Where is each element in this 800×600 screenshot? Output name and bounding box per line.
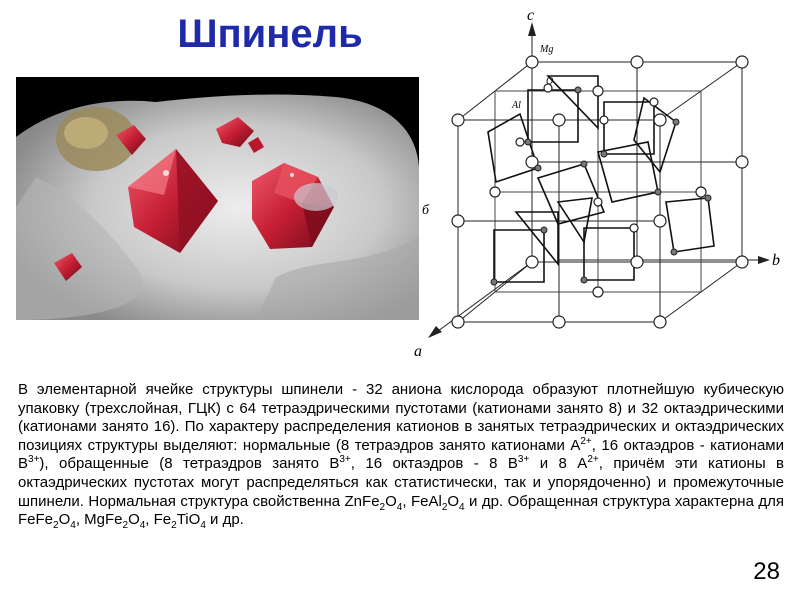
c-axis-label: c [527,7,535,24]
a-axis-arrow [428,326,442,338]
o-label: O [546,76,554,87]
b-axis-label: b [772,252,780,269]
page-number: 28 [753,558,780,585]
al-label: Al [512,100,521,111]
c-axis-arrow [528,22,536,36]
body-paragraph: В элементарной ячейке структуры шпинели - 32 аниона кислорода образуют плотнейшую кубическую упаковку (трехслойная, ГЦК) с 64 тетраэдрическими пустотами (катионами занято 8) и 32 октаэдрическими (катионами занято 16). По характеру распределения катионов в занятых тетраэдрических и октаэдрических позициях структуры выделяют: нормальные (8 тетраэдров занято катионами $A^{2+}$, 16 октаэдров - катионами $B^{3+}$), обращенные (8 тетраэдров занято $B^{3+}$, 16 октаэдров - 8 $B^{3+}$ и 8 $A^{2+}$, причём эти катионы в октаэдрических пустотах могут распределяться как статистически, так и упорядоченно) и промежуточные шпинели. Нормальная структура свойственна $ZnFe_2O_4$, $FeAl_2O_4$ и др. Обращенная структура характерна для $FeFe_2O_4$, $MgFe_2O_4$, $Fe_2TiO_4$ и др. [18,381,785,532]
slide-title: Шпинель [177,12,363,56]
spinel-structure-diagram [408,2,800,357]
b-face-label: б [422,203,430,218]
a-axis-label: a [414,343,422,357]
b-axis-arrow [758,256,770,264]
mg-label: Mg [540,44,554,55]
spinel-photo [16,77,419,320]
a-axis-line [434,262,532,334]
